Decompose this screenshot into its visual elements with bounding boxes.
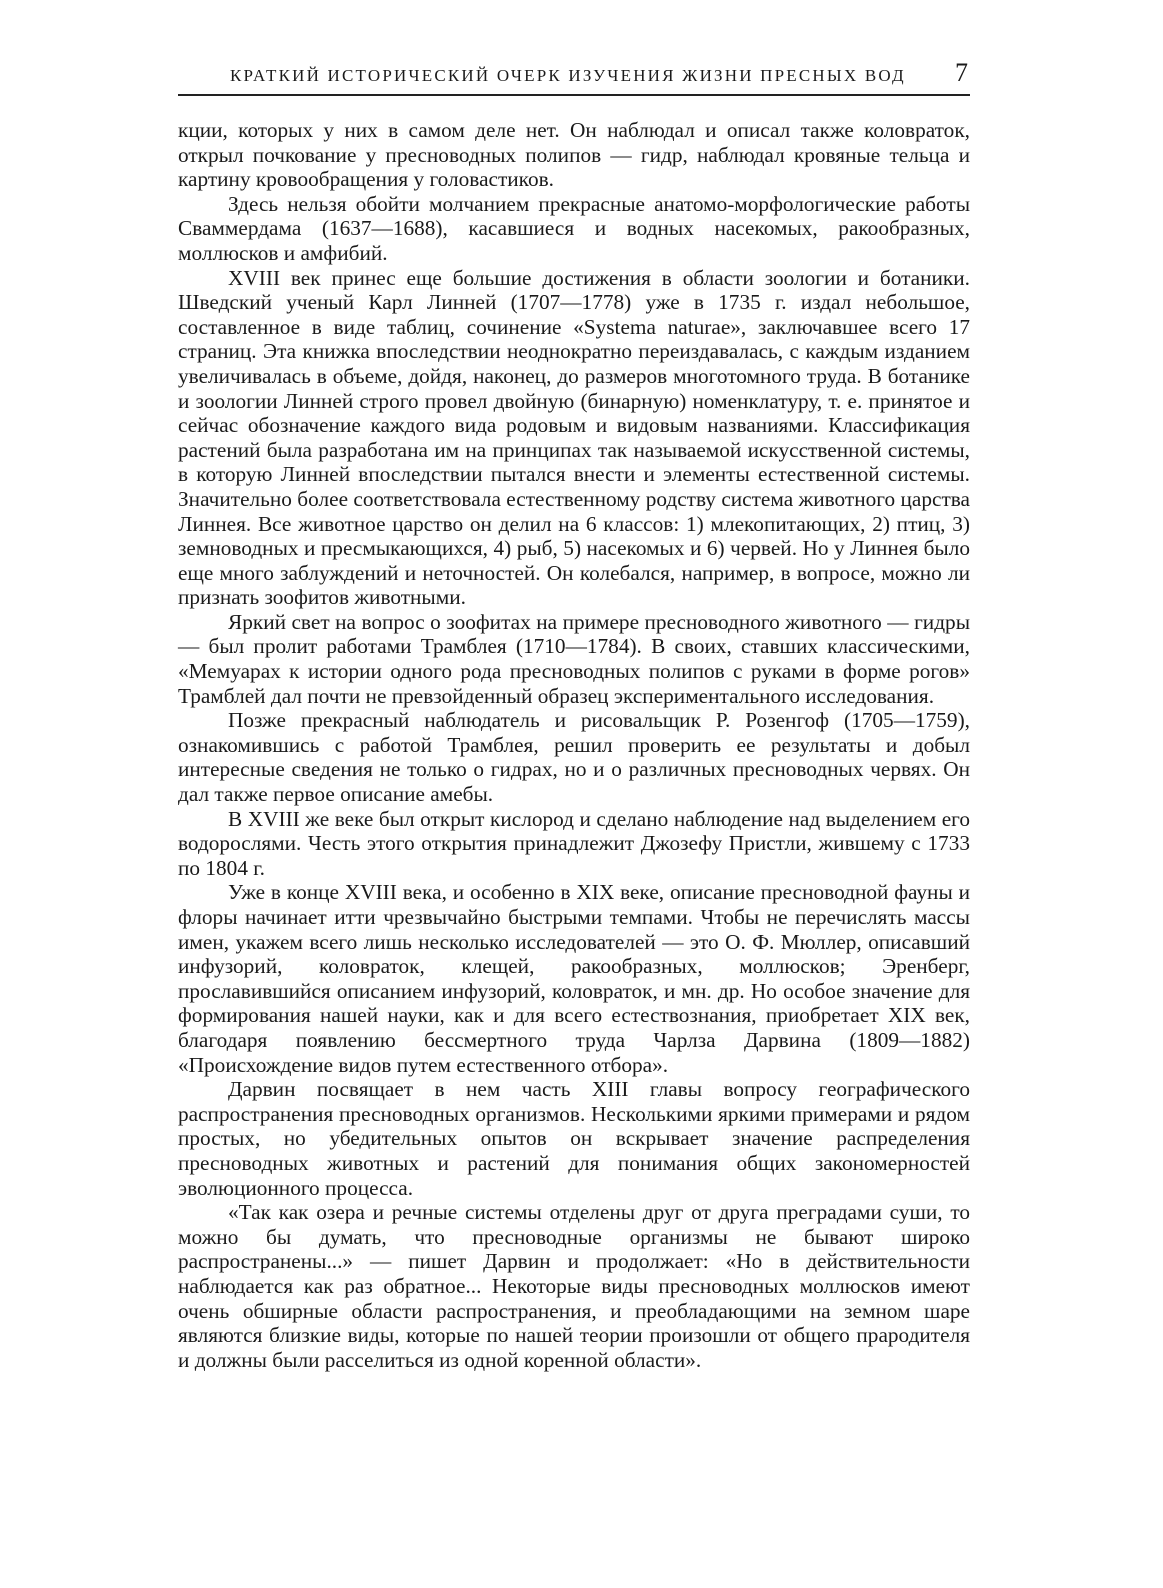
paragraph-swammerdam: Здесь нельзя обойти молчанием прекрасные анатомо-морфологические работы Сваммердама (1637—1688), касавшиеся и водных насекомых, ракообразных, моллюсков и амфибий. [178,191,970,265]
paragraph-darwin-quote: «Так как озера и речные системы отделены друг от друга преградами суши, то можно бы думать, что пресноводные организмы не бывают широко распространены...» — пишет Дарвин и продолжает: «Но в действительности наблюдается как раз обратное... Некоторые виды пресноводных моллюсков имеют очень обширные области распространения, и преобладающими на земном шаре являются близкие виды, которые по нашей теории произошли от общего прародителя и должны были расселиться из одной коренной области». [178,1200,970,1372]
paragraph-rosenhof: Позже прекрасный наблюдатель и рисовальщик Р. Розенгоф (1705—1759), ознакомившись с работой Трамблея, решил проверить ее результаты и добыл интересные сведения не только о гидрах, но и о различных пресноводных червях. Он дал также первое описание амебы. [178,708,970,807]
paragraph-trembley: Яркий свет на вопрос о зоофитах на примере пресноводного животного — гидры — был пролит работами Трамблея (1710—1784). В своих, ставших классическими, «Мемуарах к истории одного рода пресноводных полипов с руками в форме рогов» Трамблей дал почти не превзойденный образец экспериментального исследования. [178,609,970,708]
book-page [178,56,970,1372]
paragraph-priestley: В XVIII же веке был открыт кислород и сделано наблюдение над выделением его водорослями. Честь этого открытия принадлежит Джозефу Пристли, жившему с 1733 по 1804 г. [178,806,970,880]
page-number: 7 [955,58,968,87]
running-title: КРАТКИЙ ИСТОРИЧЕСКИЙ ОЧЕРК ИЗУЧЕНИЯ ЖИЗНИ ПРЕСНЫХ ВОД [230,66,906,85]
paragraph-nineteenth-century: Уже в конце XVIII века, и особенно в XIX веке, описание пресноводной фауны и флоры начинает итти чрезвычайно быстрыми темпами. Чтобы не перечислять массы имен, укажем всего лишь несколько исследователей — это О. Ф. Мюллер, описавший инфузорий, коловраток, клещей, ракообразных, моллюсков; Эренберг, прославившийся описанием инфузорий, коловраток, и мн. др. Но особое значение для формирования нашей науки, как и для всего естествознания, приобретает XIX век, благодаря появлению бессмертного труда Чарлза Дарвина (1809—1882) «Происхождение видов путем естественного отбора». [178,880,970,1077]
paragraph-continued: кции, которых у них в самом деле нет. Он наблюдал и описал также коловраток, открыл почкование у пресноводных полипов — гидр, наблюдал кровяные тельца и картину кровообращения у головастиков. [178,118,970,192]
paragraph-linnaeus: XVIII век принес еще большие достижения в области зоологии и ботаники. Шведский ученый Карл Линней (1707—1778) уже в 1735 г. издал небольшое, составленное в виде таблиц, сочинение «Systema naturae», заключавшее всего 17 страниц. Эта книжка впоследствии неоднократно переиздавалась, с каждым изданием увеличивалась в объеме, дойдя, наконец, до размеров многотомного труда. В ботанике и зоологии Линней строго провел двойную (бинарную) номенклатуру, т. е. принятое и сейчас обозначение каждого вида родовым и видовым названиями. Классификация растений была разработана им на принципах так называемой искусственной системы, в которую Линней впоследствии пытался внести и элементы естественной системы. Значительно более соответствовала естественному родству система животного царства Линнея. Все животное царство он делил на 6 классов: 1) млекопитающих, 2) птиц, 3) земноводных и пресмыкающихся, 4) рыб, 5) насекомых и 6) червей. Но у Линнея было еще много заблуждений и неточностей. Он колебался, например, в вопросе, можно ли признать зоофитов животными. [178,265,970,610]
body-text [178,118,970,1372]
running-header [178,56,970,96]
paragraph-darwin: Дарвин посвящает в нем часть XIII главы вопросу географического распространения пресноводных организмов. Несколькими яркими примерами и рядом простых, но убедительных опытов он вскрывает значение распределения пресноводных животных и растений для понимания общих закономерностей эволюционного процесса. [178,1077,970,1200]
